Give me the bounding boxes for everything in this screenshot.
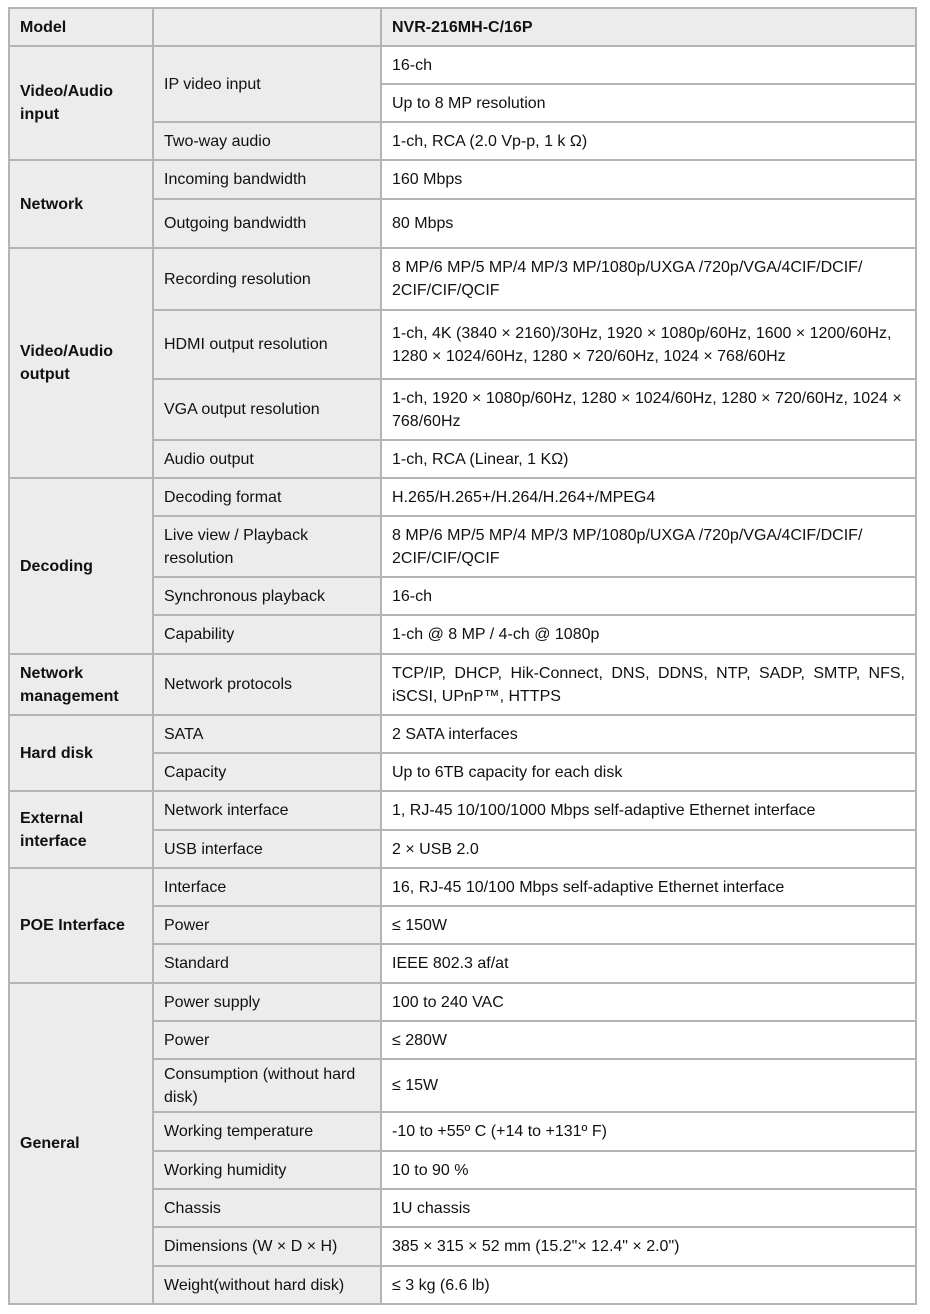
table-row [9, 248, 916, 310]
spec-value: ≤ 3 kg (6.6 lb) [381, 1266, 916, 1304]
spec-value: ≤ 15W [381, 1059, 916, 1112]
spec-label: Audio output [153, 440, 381, 478]
spec-label: Consumption (without hard disk) [153, 1059, 381, 1112]
spec-label: Power [153, 1021, 381, 1059]
spec-value: 1-ch, 1920 × 1080p/60Hz, 1280 × 1024/60Hz, 1280 × 720/60Hz, 1024 × 768/60Hz [381, 379, 916, 440]
spec-label: Two-way audio [153, 122, 381, 160]
spec-label: HDMI output resolution [153, 310, 381, 379]
spec-value: 100 to 240 VAC [381, 983, 916, 1021]
spec-label: Live view / Playback resolution [153, 516, 381, 577]
spec-label: Incoming bandwidth [153, 160, 381, 199]
spec-label: SATA [153, 715, 381, 753]
spec-value: -10 to +55º C (+14 to +131º F) [381, 1112, 916, 1151]
spec-value: H.265/H.265+/H.264/H.264+/MPEG4 [381, 478, 916, 516]
spec-value: 160 Mbps [381, 160, 916, 199]
header-model-value: NVR-216MH-C/16P [381, 8, 916, 46]
spec-label: Outgoing bandwidth [153, 199, 381, 248]
spec-value: 16-ch [381, 577, 916, 615]
spec-label: Chassis [153, 1189, 381, 1227]
spec-label: Dimensions (W × D × H) [153, 1227, 381, 1266]
spec-value: TCP/IP, DHCP, Hik-Connect, DNS, DDNS, NTP, SADP, SMTP, NFS, iSCSI, UPnP™, HTTPS [381, 654, 916, 715]
table-row [9, 791, 916, 830]
spec-label: Working humidity [153, 1151, 381, 1189]
spec-table [8, 7, 917, 1305]
spec-value: 2 SATA interfaces [381, 715, 916, 753]
spec-value: 1-ch @ 8 MP / 4-ch @ 1080p [381, 615, 916, 654]
header-model-label: Model [9, 8, 153, 46]
spec-label: Synchronous playback [153, 577, 381, 615]
spec-value: 2 × USB 2.0 [381, 830, 916, 868]
header-row [9, 8, 916, 46]
spec-label: Recording resolution [153, 248, 381, 310]
spec-label: Power [153, 906, 381, 944]
spec-value: 385 × 315 × 52 mm (15.2"× 12.4" × 2.0") [381, 1227, 916, 1266]
spec-label: Interface [153, 868, 381, 906]
spec-value: 1-ch, RCA (Linear, 1 KΩ) [381, 440, 916, 478]
spec-value: 1-ch, RCA (2.0 Vp-p, 1 k Ω) [381, 122, 916, 160]
group-label: POE Interface [9, 868, 153, 983]
table-row [9, 46, 916, 84]
spec-label: Standard [153, 944, 381, 983]
spec-value: Up to 8 MP resolution [381, 84, 916, 122]
spec-label: Decoding format [153, 478, 381, 516]
spec-value: 10 to 90 % [381, 1151, 916, 1189]
spec-value: 1, RJ-45 10/100/1000 Mbps self-adaptive Ethernet interface [381, 791, 916, 830]
spec-value: Up to 6TB capacity for each disk [381, 753, 916, 791]
table-row [9, 654, 916, 715]
group-label: Hard disk [9, 715, 153, 791]
spec-label: Power supply [153, 983, 381, 1021]
spec-value: 8 MP/6 MP/5 MP/4 MP/3 MP/1080p/UXGA /720p/VGA/4CIF/DCIF/ 2CIF/CIF/QCIF [381, 248, 916, 310]
table-row [9, 868, 916, 906]
spec-label: Weight(without hard disk) [153, 1266, 381, 1304]
group-label: Decoding [9, 478, 153, 654]
spec-label: Capability [153, 615, 381, 654]
group-label: External interface [9, 791, 153, 868]
spec-label: Working temperature [153, 1112, 381, 1151]
spec-label: USB interface [153, 830, 381, 868]
group-label: Video/Audio input [9, 46, 153, 160]
spec-value: 1U chassis [381, 1189, 916, 1227]
header-empty [153, 8, 381, 46]
spec-value: 80 Mbps [381, 199, 916, 248]
table-row [9, 983, 916, 1021]
spec-label: VGA output resolution [153, 379, 381, 440]
group-label: Network [9, 160, 153, 248]
spec-label: Network interface [153, 791, 381, 830]
group-label: Video/Audio output [9, 248, 153, 478]
spec-label: IP video input [153, 46, 381, 122]
group-label: General [9, 983, 153, 1304]
spec-label: Capacity [153, 753, 381, 791]
table-row [9, 478, 916, 516]
spec-value: ≤ 150W [381, 906, 916, 944]
group-label: Network management [9, 654, 153, 715]
spec-value: ≤ 280W [381, 1021, 916, 1059]
spec-value: 16-ch [381, 46, 916, 84]
spec-value: 1-ch, 4K (3840 × 2160)/30Hz, 1920 × 1080p/60Hz, 1600 × 1200/60Hz, 1280 × 1024/60Hz, 1280 × 720/60Hz, 1024 × 768/60Hz [381, 310, 916, 379]
table-row [9, 715, 916, 753]
spec-label: Network protocols [153, 654, 381, 715]
spec-value: 8 MP/6 MP/5 MP/4 MP/3 MP/1080p/UXGA /720p/VGA/4CIF/DCIF/ 2CIF/CIF/QCIF [381, 516, 916, 577]
table-row [9, 160, 916, 199]
spec-value: 16, RJ-45 10/100 Mbps self-adaptive Ethernet interface [381, 868, 916, 906]
spec-value: IEEE 802.3 af/at [381, 944, 916, 983]
